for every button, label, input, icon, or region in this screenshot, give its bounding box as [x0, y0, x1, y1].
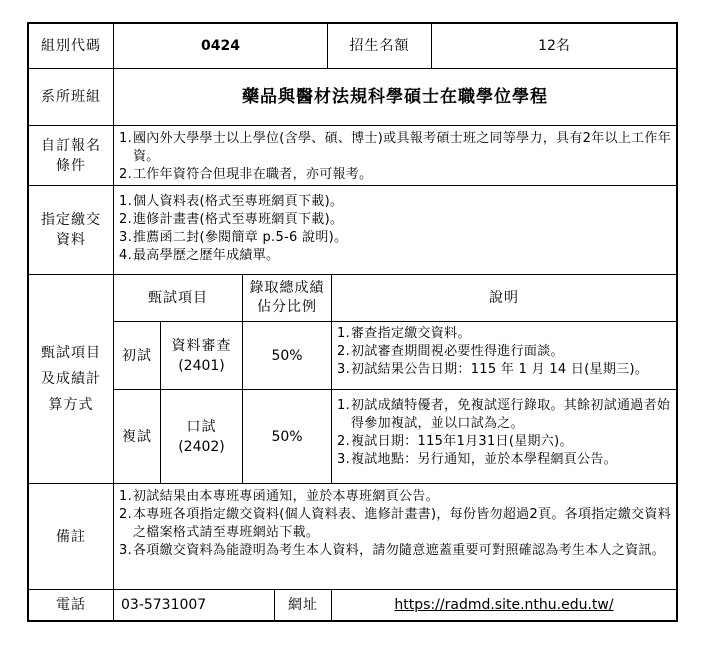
row-divider: [29, 125, 676, 126]
list-number: 2.: [119, 167, 133, 182]
list-item: [119, 506, 671, 542]
stage-notes: [337, 397, 672, 469]
list-item: [337, 433, 672, 451]
list-number: 2.: [337, 344, 351, 359]
website-link[interactable]: https://radmd.site.nthu.edu.tw/: [394, 597, 614, 613]
documents-list: [119, 193, 671, 265]
requirements-list: [119, 130, 671, 184]
list-number: 2.: [119, 507, 133, 522]
weight-header: [243, 275, 331, 321]
website-label: 網址: [288, 597, 318, 613]
quota-value: 12名: [538, 38, 570, 54]
documents-label-line2: 資料: [56, 232, 86, 248]
exam-item-name: 資料審查: [171, 337, 232, 354]
list-text: 本專班各項指定繳交資料(個人資料表、進修計畫書)，每份皆勿超過2頁。各項指定繳交資料之檔案格式請至專班網站下載。: [133, 507, 672, 540]
stage-label: 複試: [122, 428, 152, 445]
exam-item-header: 甄試項目: [148, 290, 208, 306]
documents-label: [29, 186, 113, 274]
group-code-label: 組別代碼: [41, 38, 101, 54]
remarks-label: 備註: [56, 528, 86, 545]
phone-value: 03-5731007: [121, 597, 207, 613]
list-text: 複試地點：另行通知，並於本學程網頁公告。: [351, 452, 618, 467]
list-item: [119, 247, 671, 265]
list-text: 審查指定繳交資料。: [351, 326, 471, 341]
exam-item: [161, 322, 242, 389]
stage-label: 初試: [122, 347, 152, 364]
list-number: 1.: [119, 131, 133, 146]
list-text: 初試審查期間視必要性得進行面談。: [351, 344, 564, 359]
list-number: 3.: [119, 543, 133, 558]
list-number: 1.: [119, 194, 133, 209]
requirements-label-line2: 條件: [56, 157, 86, 174]
list-item: [337, 451, 672, 469]
list-number: 3.: [337, 362, 351, 377]
list-number: 1.: [337, 326, 351, 341]
list-text: 個人資料表(格式至專班網頁下載)。: [133, 194, 344, 209]
list-text: 推薦函二封(參閱簡章 p.5-6 說明)。: [133, 230, 348, 245]
list-item: [337, 343, 672, 361]
department-label-part2: 班組: [71, 89, 101, 105]
list-item: [119, 166, 671, 184]
requirements-label: [29, 126, 113, 185]
list-number: 2.: [337, 434, 351, 449]
admission-table: [27, 22, 678, 622]
list-text: 進修計畫書(格式至專班網頁下載)。: [133, 212, 344, 227]
weight-value: 50%: [271, 347, 303, 364]
list-number: 1.: [337, 398, 351, 413]
row-divider: [29, 185, 676, 186]
documents-label-line1: 指定繳交: [41, 212, 101, 228]
remarks-list: [119, 488, 671, 560]
list-number: 4.: [119, 248, 133, 263]
list-item: [119, 488, 671, 506]
list-text: 國內外大學學士以上學位(含學、碩、博士)或具報考碩士班之同等學力，具有2年以上工作年資。: [133, 131, 672, 164]
list-text: 初試成績特優者，免複試逕行錄取。其餘初試通過者始得參加複試，並以口試為之。: [351, 398, 671, 431]
exam-label-line1: 甄試項目: [41, 345, 101, 361]
stage-notes: [337, 325, 672, 379]
list-item: [337, 361, 672, 379]
list-text: 初試結果公告日期：115 年 1 月 14 日(星期三)。: [351, 362, 649, 377]
list-number: 3.: [119, 230, 133, 245]
description-header: 說明: [489, 290, 519, 306]
list-text: 各項繳交資料為能證明為考生本人資料，請勿隨意遮蓋重要可對照確認為考生本人之資訊。: [133, 543, 666, 558]
weight-header-line1: 錄取總成績: [249, 280, 325, 296]
quota-label: 招生名額: [349, 38, 410, 54]
weight-value: 50%: [271, 428, 303, 445]
group-code-value: 0424: [201, 38, 240, 54]
list-text: 工作年資符合但現非在職者，亦可報考。: [133, 167, 373, 182]
exam-item-code: (2402): [178, 438, 225, 455]
exam-item-name: 口試: [186, 418, 217, 435]
list-number: 2.: [119, 212, 133, 227]
exam-item-code: (2401): [178, 357, 225, 374]
exam-label: [29, 275, 113, 483]
list-text: 初試結果由本專班專函通知，並於本專班網頁公告。: [133, 489, 439, 504]
exam-item: [161, 390, 242, 483]
row-divider: [29, 483, 676, 484]
phone-label: 電話: [56, 597, 86, 613]
list-number: 1.: [119, 489, 133, 504]
exam-label-line3: 算方式: [48, 397, 94, 413]
exam-label-line2: 及成績計: [41, 371, 101, 387]
list-item: [119, 211, 671, 229]
list-item: [119, 229, 671, 247]
department-label: [29, 69, 113, 125]
list-text: 最高學歷之歷年成績單。: [133, 248, 280, 263]
list-item: [337, 325, 672, 343]
list-item: [119, 542, 671, 560]
program-name: 藥品與醫材法規科學碩士在職學位學程: [242, 87, 548, 107]
weight-header-line2: 佔分比例: [257, 299, 317, 315]
list-text: 複試日期：115年1月31日(星期六)。: [351, 434, 573, 449]
requirements-label-line1: 自訂報名: [41, 137, 101, 154]
list-item: [119, 130, 671, 166]
list-number: 3.: [337, 452, 351, 467]
list-item: [119, 193, 671, 211]
department-label-part1: 系所: [41, 89, 71, 105]
list-item: [337, 397, 672, 433]
